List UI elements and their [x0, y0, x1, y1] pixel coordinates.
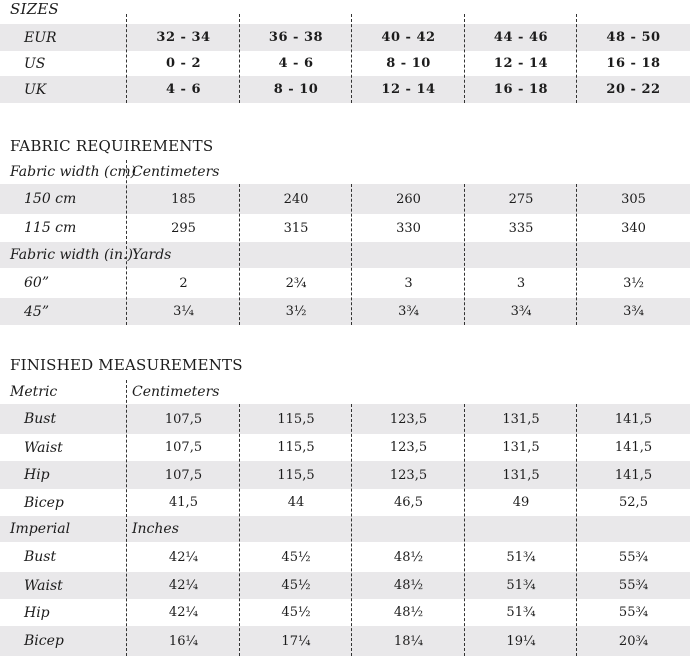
table-cell: 107,5	[164, 440, 203, 455]
finished-row-imperial-bust	[0, 542, 690, 572]
table-cell: 330	[396, 220, 421, 236]
table-cell: 3¾	[510, 304, 532, 319]
finished-row-imperial-hip	[0, 599, 690, 626]
table-cell: 141,5	[614, 411, 653, 427]
table-cell: 115,5	[277, 440, 315, 455]
table-cell: 45½	[281, 549, 311, 565]
table-cell: 275	[508, 191, 534, 207]
row-label: Bust	[24, 549, 57, 565]
table-cell: 3¼	[173, 304, 194, 319]
row-label: US	[24, 55, 46, 72]
row-label: Waist	[24, 577, 63, 594]
table-cell: 48 - 50	[606, 30, 661, 45]
table-cell: 42¼	[168, 549, 199, 565]
table-cell: 32 - 34	[156, 30, 211, 45]
row-label: UK	[24, 81, 47, 98]
table-cell: 16¼	[168, 633, 199, 649]
row-label: 150 cm	[24, 191, 77, 207]
table-cell: 0 - 2	[165, 56, 202, 71]
table-cell: 123,5	[389, 411, 428, 427]
table-cell: 123,5	[389, 440, 428, 455]
table-cell: 41,5	[169, 495, 198, 510]
table-cell: 3½	[285, 304, 307, 319]
column-divider	[351, 14, 352, 103]
table-cell: 305	[621, 191, 646, 207]
table-cell: 3¾	[398, 304, 419, 319]
table-cell: 141,5	[614, 440, 653, 455]
sizes-row-eur	[0, 24, 690, 51]
table-cell: 12 - 14	[493, 56, 549, 71]
finished-row-metric-bicep	[0, 489, 690, 516]
row-label: Waist	[24, 439, 63, 456]
table-cell: 185	[171, 191, 196, 207]
table-cell: 42¼	[168, 578, 199, 593]
unit-label: Centimeters	[132, 384, 220, 400]
row-label: Bust	[24, 411, 57, 427]
table-cell: 51¾	[506, 578, 536, 593]
unit-label: Centimeters	[132, 164, 220, 180]
column-divider	[464, 184, 465, 325]
table-cell: 3½	[623, 275, 644, 291]
group-label: Metric	[10, 384, 58, 400]
group-label: Fabric width (cm)	[10, 164, 137, 180]
table-cell: 123,5	[389, 467, 428, 483]
table-cell: 3	[404, 275, 413, 291]
table-cell: 48½	[393, 549, 424, 565]
sizes-row-us	[0, 51, 690, 76]
table-cell: 16 - 18	[606, 56, 661, 71]
column-divider	[126, 14, 127, 103]
table-cell: 4 - 6	[165, 82, 202, 97]
table-cell: 315	[283, 220, 309, 236]
table-cell: 2¾	[285, 275, 307, 291]
table-cell: 131,5	[502, 440, 540, 455]
row-label: Hip	[24, 604, 50, 621]
table-cell: 16 - 18	[493, 82, 549, 97]
table-cell: 2	[179, 275, 188, 291]
table-cell: 131,5	[502, 411, 540, 427]
column-divider	[351, 404, 352, 656]
table-cell: 45½	[281, 578, 311, 593]
table-cell: 340	[621, 220, 646, 236]
row-label: Bicep	[24, 494, 64, 511]
table-cell: 48½	[393, 605, 424, 620]
table-cell: 115,5	[277, 467, 315, 483]
table-cell: 20 - 22	[606, 82, 661, 97]
row-label: Bicep	[24, 633, 64, 649]
table-cell: 55¾	[618, 549, 649, 565]
table-cell: 260	[396, 191, 421, 207]
column-divider	[464, 404, 465, 656]
row-label: EUR	[24, 29, 57, 46]
table-cell: 19¼	[506, 633, 536, 649]
table-cell: 131,5	[502, 467, 540, 483]
fabric-row-115	[0, 214, 690, 242]
sizes-title: SIZES	[10, 0, 59, 18]
finished-row-metric-waist	[0, 434, 690, 461]
fabric-title: FABRIC REQUIREMENTS	[10, 137, 214, 155]
table-cell: 49	[512, 495, 530, 510]
table-cell: 20¾	[618, 633, 649, 649]
table-cell: 51¾	[506, 605, 536, 620]
table-cell: 107,5	[164, 411, 203, 427]
column-divider	[576, 184, 577, 325]
finished-row-metric-bust	[0, 404, 690, 434]
table-cell: 295	[171, 220, 196, 236]
fabric-group-cm	[0, 160, 690, 184]
fabric-group-in	[0, 242, 690, 268]
sizes-row-uk	[0, 76, 690, 103]
column-divider	[239, 14, 240, 103]
table-cell: 55¾	[618, 578, 649, 593]
table-cell: 107,5	[164, 467, 203, 483]
table-cell: 115,5	[277, 411, 315, 427]
finished-title: FINISHED MEASUREMENTS	[10, 356, 243, 374]
column-divider	[576, 404, 577, 656]
table-cell: 18¼	[393, 633, 424, 649]
row-label: 45”	[24, 303, 49, 320]
finished-row-imperial-waist	[0, 572, 690, 599]
table-cell: 12 - 14	[381, 82, 436, 97]
table-cell: 3¾	[623, 304, 644, 319]
table-cell: 46,5	[394, 495, 423, 510]
column-divider	[239, 404, 240, 656]
table-cell: 51¾	[506, 549, 536, 565]
table-cell: 48½	[393, 578, 424, 593]
table-cell: 55¾	[618, 605, 649, 620]
table-cell: 44 - 46	[493, 30, 549, 45]
fabric-row-45	[0, 298, 690, 325]
finished-row-metric-hip	[0, 461, 690, 489]
table-cell: 52,5	[619, 495, 648, 510]
column-divider	[239, 184, 240, 325]
row-label: 115 cm	[24, 220, 77, 236]
row-label: Hip	[24, 467, 50, 483]
column-divider	[576, 14, 577, 103]
column-divider	[351, 184, 352, 325]
table-cell: 240	[283, 191, 309, 207]
finished-group-metric	[0, 380, 690, 404]
table-cell: 40 - 42	[381, 30, 436, 45]
row-label: 60”	[24, 275, 49, 291]
column-divider	[464, 14, 465, 103]
table-cell: 17¼	[281, 633, 311, 649]
table-cell: 44	[287, 495, 305, 510]
table-cell: 335	[508, 220, 534, 236]
table-cell: 3	[516, 275, 526, 291]
table-cell: 8 - 10	[386, 56, 431, 71]
table-cell: 8 - 10	[273, 82, 319, 97]
finished-group-imperial	[0, 516, 690, 542]
group-label: Fabric width (in.)	[10, 247, 133, 263]
column-divider	[126, 160, 127, 325]
finished-row-imperial-bicep	[0, 626, 690, 656]
fabric-row-150	[0, 184, 690, 214]
table-cell: 141,5	[614, 467, 653, 483]
fabric-row-60	[0, 268, 690, 298]
unit-label: Yards	[132, 247, 172, 263]
table-cell: 42¼	[168, 605, 199, 620]
group-label: Imperial	[10, 521, 71, 537]
unit-label: Inches	[132, 521, 179, 537]
table-cell: 45½	[281, 605, 311, 620]
table-cell: 36 - 38	[268, 30, 324, 45]
column-divider	[126, 380, 127, 656]
table-cell: 4 - 6	[278, 56, 314, 71]
